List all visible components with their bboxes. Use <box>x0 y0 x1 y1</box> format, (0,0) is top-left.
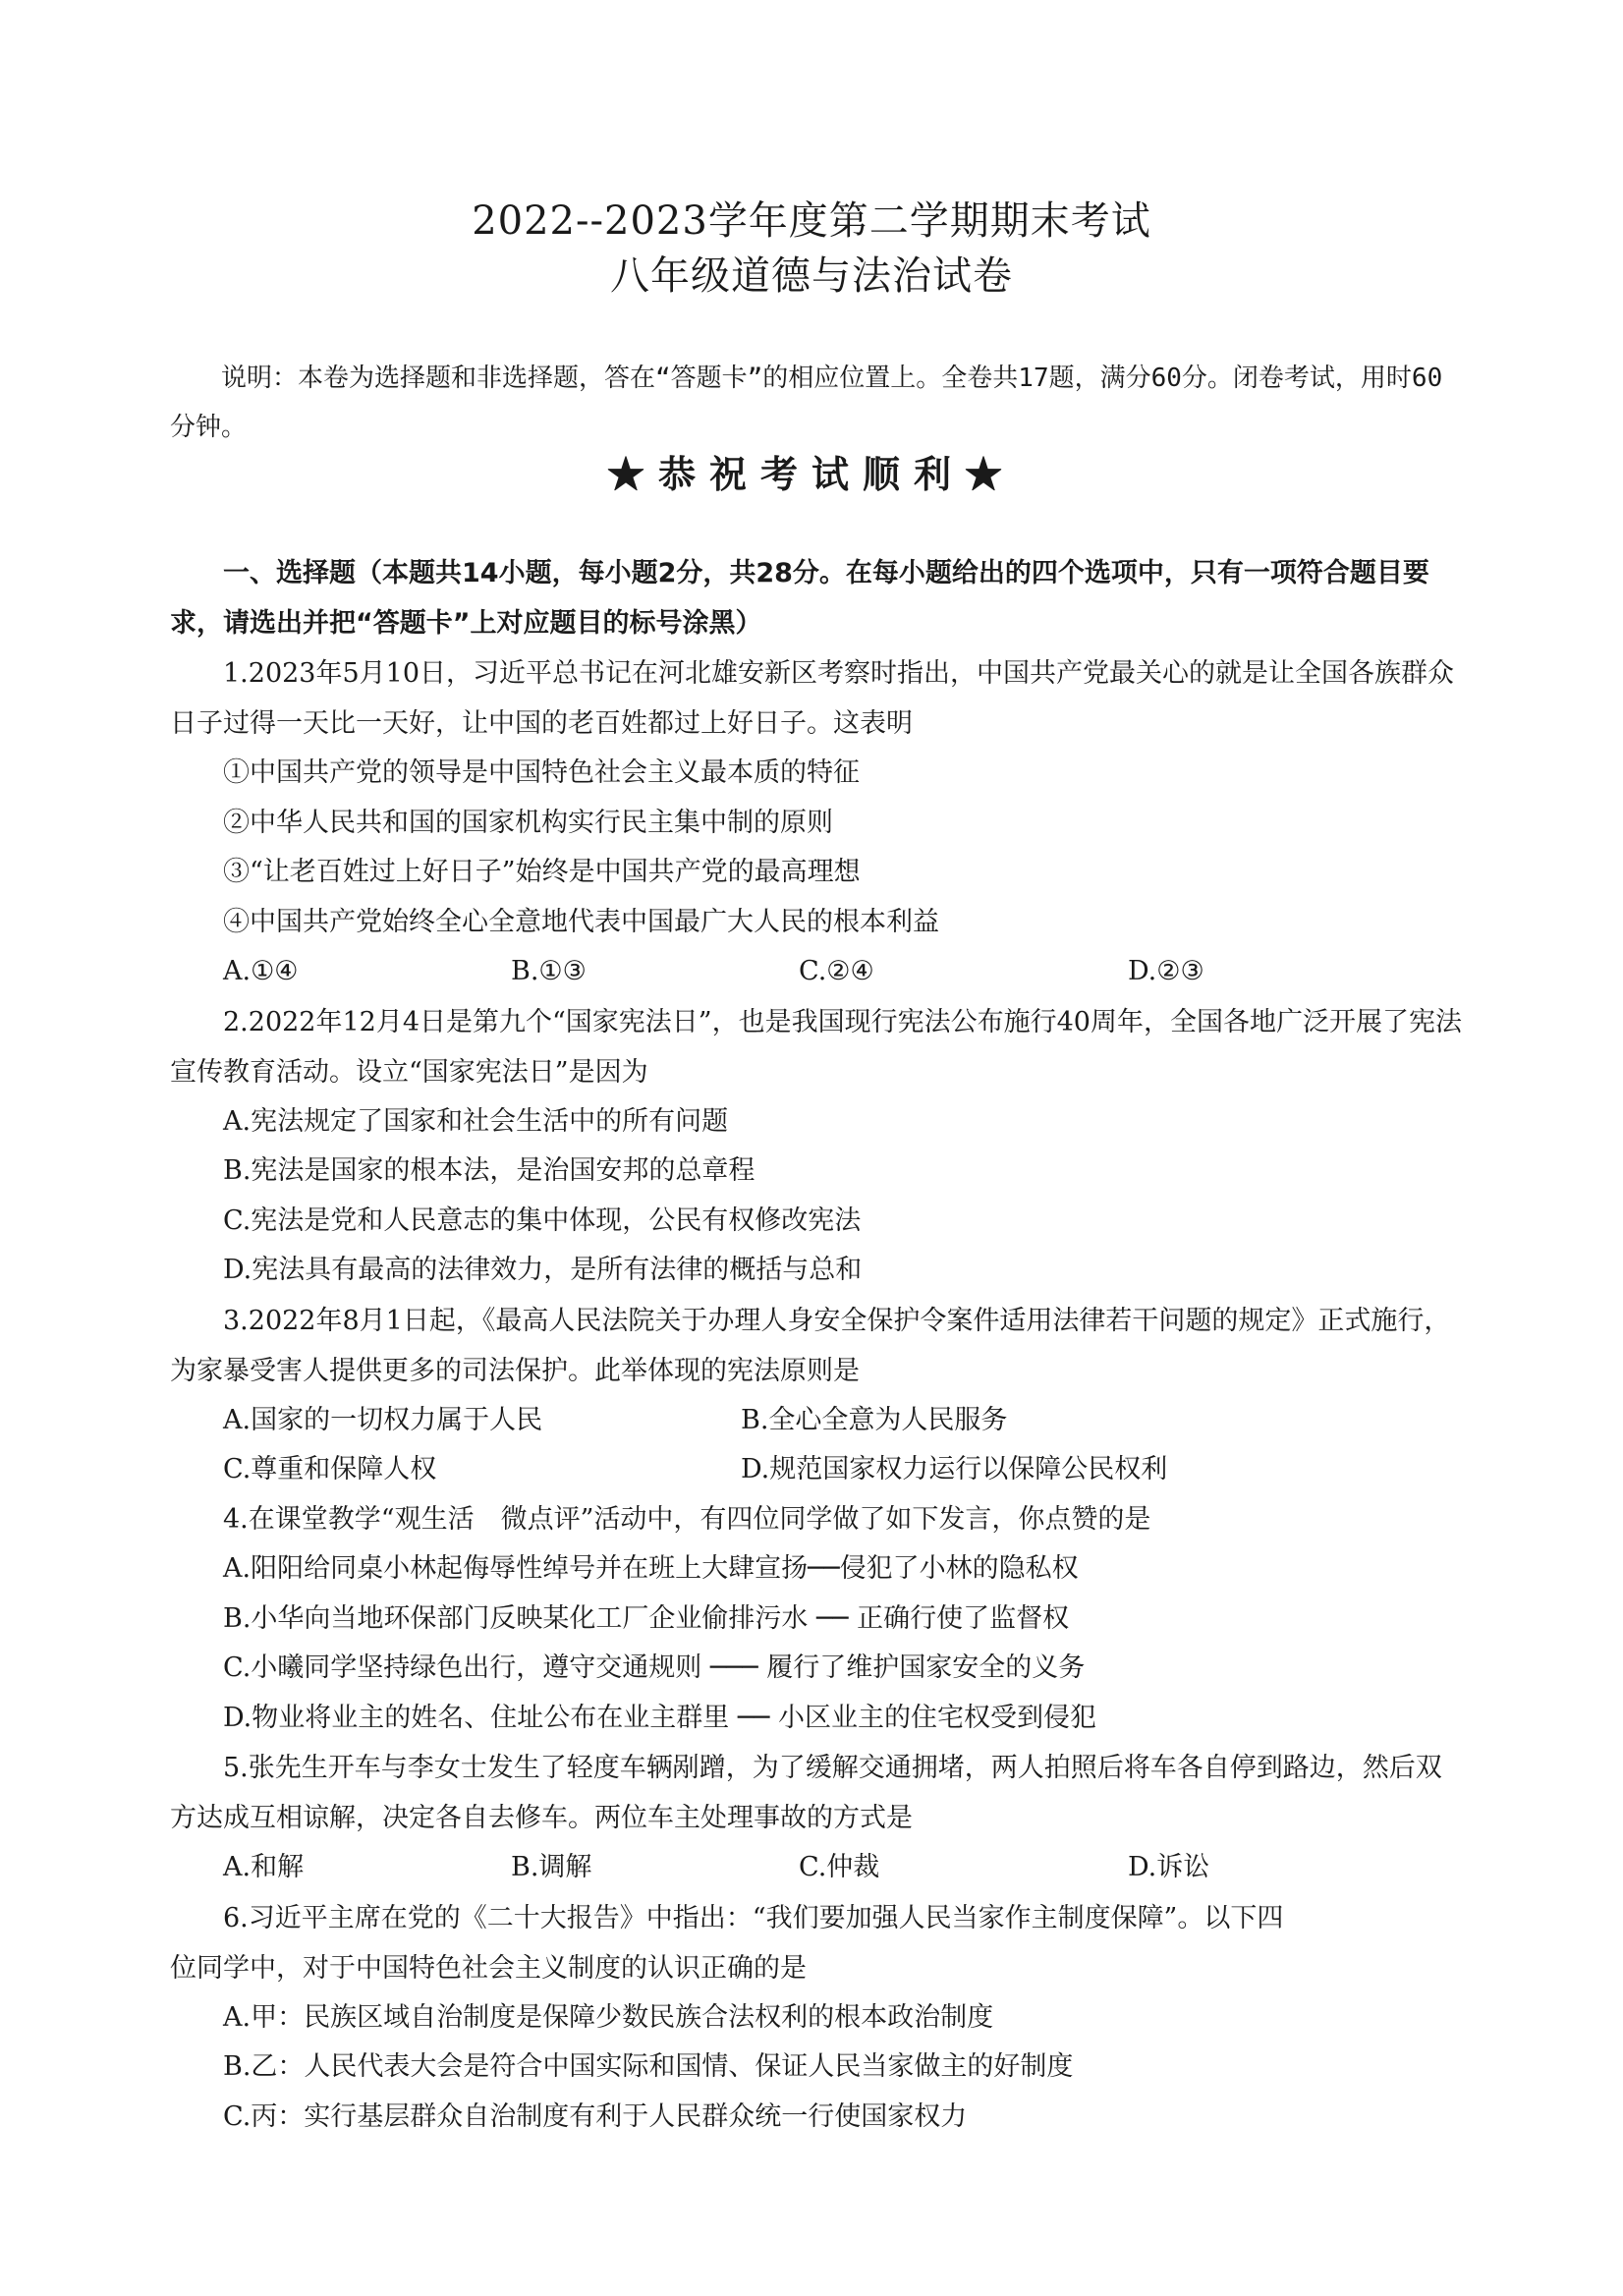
option-c: C.丙：实行基层群众自治制度有利于人民群众统一行使国家权力 <box>223 2100 968 2132</box>
question-1-item: ④中国共产党始终全心全意地代表中国最广大人民的根本利益 <box>223 906 939 937</box>
question-2-stem: 2.2022年12月4日是第九个“国家宪法日”，也是我国现行宪法公布施行40周年，全国各地广泛开展了宪法宣传教育活动。设立“国家宪法日”是因为 <box>170 1006 1462 1088</box>
option-a: A.①④ <box>223 956 299 986</box>
option-d: D.诉讼 <box>1128 1852 1210 1882</box>
option-d: D.宪法具有最高的法律效力，是所有法律的概括与总和 <box>223 1255 863 1285</box>
question-5-stem: 5.张先生开车与李女士发生了轻度车辆剐蹭，为了缓解交通拥堵，两人拍照后将车各自停到路边，然后双方达成互相谅解，决定各自去修车。两位车主处理事故的方式是 <box>170 1753 1442 1833</box>
question-3-stem: 3.2022年8月1日起，《最高人民法院关于办理人身安全保护令案件适用法律若干问题的规定》正式施行，为家暴受害人提供更多的司法保护。此举体现的宪法原则是 <box>170 1305 1451 1386</box>
good-luck-banner: ★恭祝考试顺利★ <box>606 452 1016 496</box>
option-d: D.物业将业主的姓名、住址公布在业主群里 ── 小区业主的住宅权受到侵犯 <box>223 1702 1096 1733</box>
question-1-options <box>170 947 1467 997</box>
questions-content <box>170 548 1467 2142</box>
option-c: C.②④ <box>799 956 874 986</box>
question-1-item: ②中华人民共和国的国家机构实行民主集中制的原则 <box>223 807 833 838</box>
question-6-stem-line2: 位同学中，对于中国特色社会主义制度的认识正确的是 <box>170 1952 807 1984</box>
option-b: B.全心全意为人民服务 <box>741 1404 1008 1435</box>
option-b: B.宪法是国家的根本法，是治国安邦的总章程 <box>223 1155 756 1186</box>
option-b: B.调解 <box>511 1852 592 1882</box>
question-1-stem: 1.2023年5月10日，习近平总书记在河北雄安新区考察时指出，中国共产党最关心的就是让全国各族群众日子过得一天比一天好，让中国的老百姓都过上好日子。这表明 <box>170 658 1455 739</box>
question-5-options <box>170 1843 1467 1893</box>
question-1-item: ①中国共产党的领导是中国特色社会主义最本质的特征 <box>223 757 860 788</box>
option-a: A.宪法规定了国家和社会生活中的所有问题 <box>223 1105 729 1137</box>
option-a: A.和解 <box>223 1852 305 1882</box>
instructions-note: 说明：本卷为选择题和非选择题，答在“答题卡”的相应位置上。全卷共17题，满分60分。闭卷考试，用时60分钟。 <box>170 364 1443 442</box>
question-3-options-row1 <box>170 1396 1467 1446</box>
option-d: D.②③ <box>1128 956 1204 986</box>
option-b: B.①③ <box>511 956 587 986</box>
option-b: B.小华向当地环保部门反映某化工厂企业偷排污水 ── 正确行使了监督权 <box>223 1602 1070 1634</box>
section-heading: 一、选择题（本题共14小题，每小题2分，共28分。在每小题给出的四个选项中，只有一项符合题目要求，请选出并把“答题卡”上对应题目的标号涂黑） <box>170 558 1429 639</box>
question-6-stem-line1: 6.习近平主席在党的《二十大报告》中指出：“我们要加强人民当家作主制度保障”。以下四 <box>223 1902 1284 1933</box>
option-a: A.阳阳给同桌小林起侮辱性绰号并在班上大肆宣扬──侵犯了小林的隐私权 <box>223 1553 1079 1584</box>
question-1-item: ③“让老百姓过上好日子”始终是中国共产党的最高理想 <box>223 857 861 887</box>
option-b: B.乙：人民代表大会是符合中国实际和国情、保证人民当家做主的好制度 <box>223 2051 1074 2082</box>
option-c: C.尊重和保障人权 <box>223 1454 437 1484</box>
option-c: C.仲裁 <box>799 1852 880 1882</box>
option-a: A.甲：民族区域自治制度是保障少数民族合法权利的根本政治制度 <box>223 2001 994 2033</box>
option-a: A.国家的一切权力属于人民 <box>223 1404 543 1435</box>
option-d: D.规范国家权力运行以保障公民权利 <box>741 1454 1168 1484</box>
question-3-options-row2 <box>170 1445 1467 1495</box>
option-c: C.小曦同学坚持绿色出行，遵守交通规则 ─── 履行了维护国家安全的义务 <box>223 1652 1086 1683</box>
option-c: C.宪法是党和人民意志的集中体现，公民有权修改宪法 <box>223 1204 862 1236</box>
exam-subtitle: 八年级道德与法治试卷 <box>610 253 1013 299</box>
question-6-stem <box>170 1893 1467 1993</box>
question-4-stem: 4.在课堂教学“观生活 微点评”活动中，有四位同学做了如下发言，你点赞的是 <box>223 1503 1151 1535</box>
exam-title: 2022--2023学年度第二学期期末考试 <box>472 198 1151 244</box>
